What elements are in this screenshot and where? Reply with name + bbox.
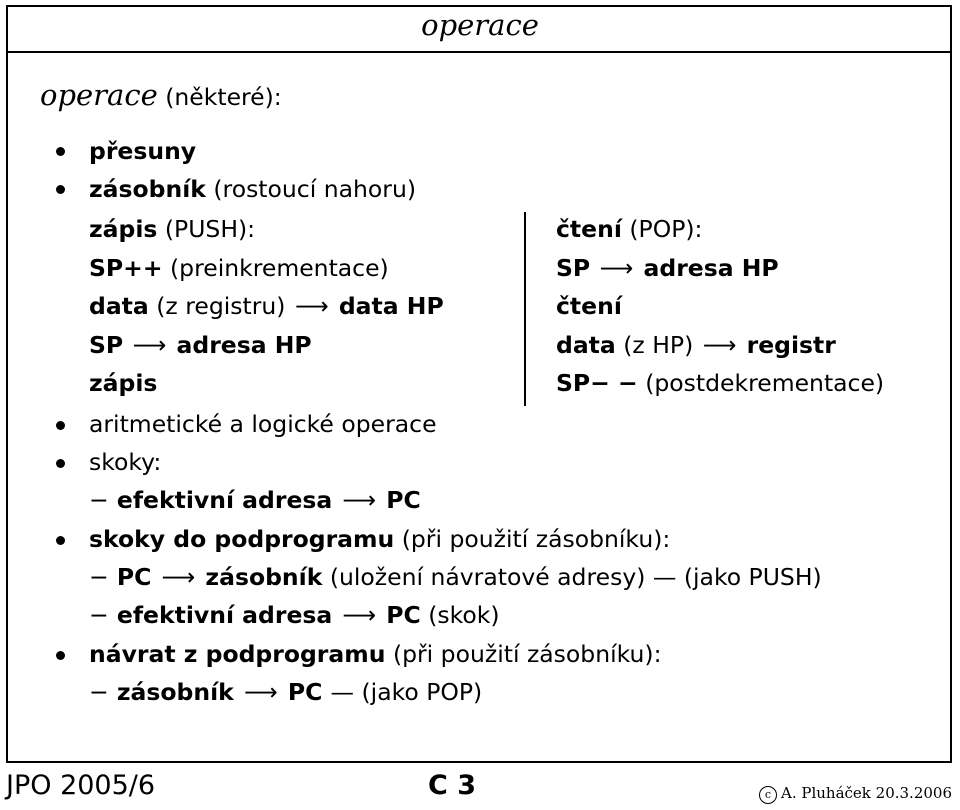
- footer-slide-number: C 3: [428, 770, 477, 801]
- footer-author: c A. Pluháček 20.3.2006: [759, 784, 952, 804]
- bullet-dot: [56, 536, 65, 545]
- push-line-4: SP ⟶ adresa HP: [89, 331, 312, 359]
- pop-line-3: čtení: [556, 292, 622, 320]
- arrow-icon: ⟶: [342, 601, 377, 629]
- dash-icon: −: [89, 678, 109, 706]
- arrow-icon: ⟶: [243, 678, 278, 706]
- pop-line-1: čtení (POP):: [556, 215, 703, 243]
- pop-line-4: data (z HP) ⟶ registr: [556, 331, 836, 359]
- slide-title: operace: [421, 8, 539, 42]
- dash-icon: −: [89, 563, 109, 591]
- long-dash-icon: —: [330, 678, 355, 706]
- header-divider: [6, 51, 952, 53]
- bullet-item-presuny: přesuny: [89, 137, 197, 165]
- arrow-icon: ⟶: [132, 331, 167, 359]
- dash-icon: −: [89, 601, 109, 629]
- arrow-icon: ⟶: [342, 486, 377, 514]
- footer-course: JPO 2005/6: [6, 770, 156, 801]
- copyright-icon: c: [759, 786, 777, 804]
- pop-line-2: SP ⟶ adresa HP: [556, 254, 779, 282]
- dash-icon: −: [89, 486, 109, 514]
- arrow-icon: ⟶: [294, 292, 329, 320]
- pop-line-5: SP− − (postdekrementace): [556, 369, 885, 397]
- bullet-dot: [56, 651, 65, 660]
- bullet-dot: [56, 147, 65, 156]
- return-subitem: − zásobník ⟶ PC — (jako POP): [89, 678, 483, 706]
- bullet-item-zasobnik: zásobník (rostoucí nahoru): [89, 175, 417, 203]
- push-line-1: zápis (PUSH):: [89, 215, 256, 243]
- arrow-icon: ⟶: [161, 563, 196, 591]
- long-dash-icon: —: [652, 563, 677, 591]
- bullet-item-return: návrat z podprogramu (při použití zásobníku):: [89, 640, 662, 668]
- bullet-item-skoky: skoky:: [89, 448, 162, 476]
- push-line-5: zápis: [89, 369, 158, 397]
- arrow-icon: ⟶: [599, 254, 634, 282]
- bullet-dot: [56, 185, 65, 194]
- arrow-icon: ⟶: [702, 331, 737, 359]
- bullet-item-call: skoky do podprogramu (při použití zásobníku):: [89, 525, 671, 553]
- bullet-dot: [56, 421, 65, 430]
- jumps-subitem: − efektivní adresa ⟶ PC: [89, 486, 421, 514]
- bullet-dot: [56, 459, 65, 468]
- column-divider: [524, 212, 526, 406]
- section-heading: [40, 78, 282, 112]
- bullet-item-aritmeticke: aritmetické a logické operace: [89, 410, 437, 438]
- heading-term: operace: [40, 78, 158, 112]
- heading-qualifier: (některé):: [165, 83, 282, 111]
- push-line-3: data (z registru) ⟶ data HP: [89, 292, 444, 320]
- call-subitem-2: − efektivní adresa ⟶ PC (skok): [89, 601, 500, 629]
- call-subitem-1: − PC ⟶ zásobník (uložení návratové adresy) — (jako PUSH): [89, 563, 822, 591]
- push-line-2: SP++ (preinkrementace): [89, 254, 389, 282]
